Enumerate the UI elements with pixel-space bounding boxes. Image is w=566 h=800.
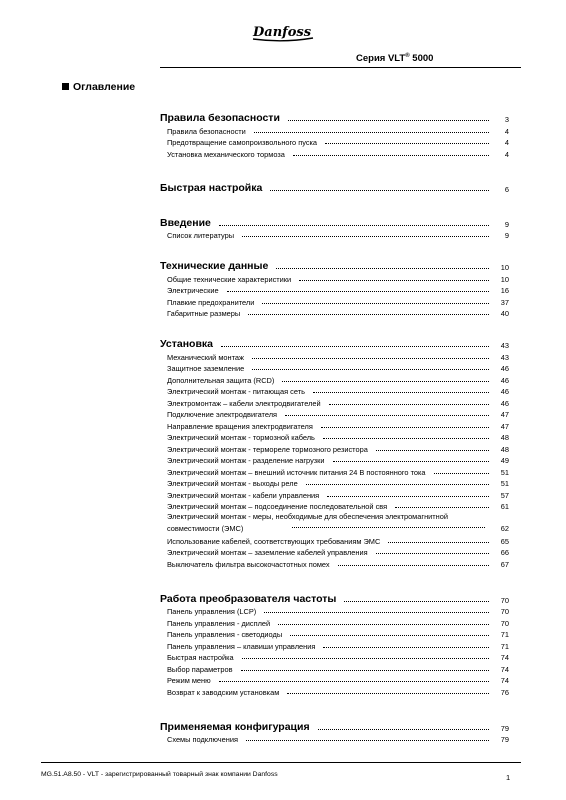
toc-entry-page: 57: [500, 490, 509, 500]
leader-dots: [252, 358, 489, 359]
leader-dots: [287, 693, 489, 694]
leader-dots: [321, 427, 489, 428]
leader-dots: [325, 143, 489, 144]
leader-dots: [327, 496, 489, 497]
toc-entry-page: 61: [500, 502, 509, 511]
toc-entry-page: 74: [500, 676, 509, 685]
toc-entry[interactable]: [160, 272, 509, 284]
leader-dots: [323, 647, 489, 648]
toc-entry-label: Электрический монтаж - выходы реле: [167, 479, 298, 488]
leader-dots: [241, 670, 489, 671]
toc-entry-label: Электрический монтаж - тормозной кабель: [167, 433, 315, 442]
toc-section: [160, 109, 509, 159]
toc-entry-label: Выбор параметров: [167, 664, 233, 674]
leader-dots: [292, 527, 485, 528]
toc-section-title: Введение: [160, 216, 211, 229]
leader-dots: [264, 612, 489, 613]
toc-entry-label: Быстрая настройка: [167, 653, 234, 662]
toc-entry-label: Электрические: [167, 286, 219, 295]
leader-dots: [254, 132, 489, 133]
toc-entry[interactable]: [160, 396, 509, 408]
toc-entry-page: 4: [504, 138, 509, 147]
leader-dots: [219, 225, 489, 226]
toc-entry-label: Схемы подключения: [167, 735, 238, 744]
toc-heading: [62, 81, 135, 93]
toc-entry-label: Электрический монтаж – внешний источник питания 24 В постоянного тока: [167, 467, 426, 477]
toc-section-title: Быстрая настройка: [160, 181, 263, 194]
toc-section-title: Правила безопасности: [160, 112, 280, 124]
toc-entry[interactable]: [160, 557, 509, 569]
toc-entry-page: 46: [500, 398, 509, 408]
leader-dots: [219, 681, 489, 682]
toc-entry-page: 4: [504, 149, 509, 159]
toc-entry-label: Защитное заземление: [167, 364, 245, 373]
leader-dots: [290, 635, 489, 636]
toc-entry[interactable]: [160, 454, 509, 466]
toc-entry-page: 10: [500, 274, 509, 284]
toc-entry-page: 4: [504, 126, 509, 136]
toc-section-row[interactable]: [160, 109, 509, 124]
toc-entry-label: Электрический монтаж - питающая сеть: [167, 387, 305, 396]
toc-entry[interactable]: [160, 124, 509, 136]
toc-entry-page: 46: [500, 375, 509, 385]
toc-section-title: Установка: [160, 338, 213, 350]
danfoss-logo: [249, 20, 317, 44]
toc-entry-page: 79: [500, 735, 509, 744]
toc-entry-page: 62: [500, 523, 509, 533]
toc-entry-label: Режим меню: [167, 676, 211, 685]
toc-entry[interactable]: [160, 628, 509, 640]
toc-entry-label: Электрический монтаж - меры, необходимые для обеспечения электромагнитной совместимости (ЭМС): [167, 512, 448, 533]
leader-dots: [282, 381, 489, 382]
toc-entry-label: Список литературы: [167, 231, 235, 240]
leader-dots: [318, 729, 489, 730]
toc-section-row[interactable]: [160, 590, 509, 605]
toc-section-row[interactable]: [160, 257, 509, 272]
toc-section-page: 10: [500, 263, 509, 272]
toc-entry-page: 74: [500, 653, 509, 662]
toc-entry-label: Плавкие предохранители: [167, 297, 255, 307]
toc-entry[interactable]: [160, 616, 509, 628]
series-prefix: Серия VLT: [356, 53, 406, 65]
toc-entry[interactable]: [160, 662, 509, 674]
toc-entry[interactable]: [160, 477, 509, 489]
toc-section: [160, 335, 509, 569]
toc-entry-page: 46: [500, 364, 509, 373]
toc-entry-page: 47: [500, 410, 509, 419]
toc-entry-label: Электрический монтаж - термореле тормозного резистора: [167, 444, 368, 454]
toc-entry-label: Использование кабелей, соответствующих требованиям ЭМС: [167, 536, 381, 546]
leader-dots: [285, 415, 489, 416]
leader-dots: [288, 120, 489, 121]
page-number: 1: [506, 773, 511, 782]
leader-dots: [242, 236, 489, 237]
leader-dots: [252, 369, 489, 370]
toc-entry[interactable]: [160, 500, 509, 512]
toc-section: [160, 257, 509, 318]
leader-dots: [338, 565, 489, 566]
leader-dots: [270, 190, 489, 191]
toc-entry-page: 70: [500, 618, 509, 628]
leader-dots: [262, 303, 489, 304]
toc-entry[interactable]: [160, 651, 509, 663]
toc-entry-page: 76: [500, 687, 509, 697]
toc-section-title: Применяемая конфигурация: [160, 720, 310, 733]
toc-entry[interactable]: [160, 307, 509, 319]
toc-entry-page: 49: [500, 456, 509, 465]
toc-entry-page: 48: [500, 444, 509, 454]
toc-entry-label: Механический монтаж: [167, 352, 244, 362]
toc-entry-label: Электрический монтаж – подсоединение последовательной свя: [167, 502, 388, 511]
toc-entry-page: 47: [500, 421, 509, 431]
toc-section-title: Технические данные: [160, 260, 269, 272]
toc-entry[interactable]: [160, 639, 509, 651]
toc-section-page: 70: [500, 595, 509, 605]
toc-entry[interactable]: [160, 419, 509, 431]
toc-section-row[interactable]: [160, 214, 509, 229]
leader-dots: [313, 392, 489, 393]
toc-entry[interactable]: [160, 385, 509, 397]
leader-dots: [388, 542, 489, 543]
leader-dots: [333, 461, 489, 462]
toc-section: [160, 179, 509, 194]
leader-dots: [248, 314, 489, 315]
toc-entry[interactable]: [160, 362, 509, 374]
toc-entry-label: Габаритные размеры: [167, 309, 241, 318]
leader-dots: [293, 155, 489, 156]
toc-section-row[interactable]: [160, 179, 509, 194]
toc-entry-label: Установка механического тормоза: [167, 149, 285, 159]
leader-dots: [278, 624, 489, 625]
toc-entry-page: 46: [500, 387, 509, 396]
toc-entry-page: 67: [500, 559, 509, 569]
toc-entry[interactable]: [160, 136, 509, 148]
leader-dots: [344, 601, 489, 602]
footer-rule: [41, 762, 521, 763]
toc-entry[interactable]: [160, 511, 509, 534]
toc-section-page: 6: [504, 184, 509, 194]
leader-dots: [376, 450, 489, 451]
toc-entry-page: 9: [504, 231, 509, 240]
toc-entry[interactable]: [160, 442, 509, 454]
toc-entry-label: Электрический монтаж - разделение нагрузки: [167, 456, 325, 465]
toc-section: [160, 214, 509, 241]
table-of-contents: [160, 109, 509, 744]
toc-entry-page: 74: [500, 664, 509, 674]
toc-section-page: 43: [500, 341, 509, 350]
leader-dots: [227, 291, 489, 292]
leader-dots: [434, 473, 489, 474]
leader-dots: [242, 658, 489, 659]
toc-entry-page: 40: [500, 309, 509, 318]
toc-entry-label: Электромонтаж – кабели электродвигателей: [167, 398, 321, 408]
leader-dots: [221, 346, 489, 347]
toc-entry-page: 71: [500, 630, 509, 639]
leader-dots: [395, 507, 489, 508]
toc-entry-page: 71: [500, 641, 509, 651]
toc-section: [160, 718, 509, 745]
toc-entry[interactable]: [160, 295, 509, 307]
toc-entry-label: Направление вращения электродвигателя: [167, 421, 313, 431]
toc-section-row[interactable]: [160, 718, 509, 733]
toc-section-page: 79: [500, 723, 509, 733]
leader-dots: [329, 404, 489, 405]
toc-entry-label: Правила безопасности: [167, 126, 246, 136]
toc-entry-label: Панель управления - светодиоды: [167, 630, 283, 639]
series-suffix: 5000: [409, 53, 434, 65]
toc-entry[interactable]: [160, 408, 509, 420]
toc-entry[interactable]: [160, 373, 509, 385]
toc-entry-page: 51: [500, 467, 509, 477]
series-title: [356, 53, 433, 64]
toc-entry[interactable]: [160, 685, 509, 697]
toc-entry-label: Электрический монтаж - кабели управления: [167, 490, 320, 500]
toc-entry-page: 37: [500, 297, 509, 307]
toc-entry-label: Возврат к заводским установкам: [167, 687, 280, 697]
footer-text: MG.51.A8.50 - VLT - зарегистрированный товарный знак компании Danfoss: [41, 771, 278, 778]
toc-section-page: 9: [504, 219, 509, 229]
leader-dots: [246, 740, 489, 741]
square-bullet-icon: [62, 83, 69, 90]
registered-mark: ®: [405, 53, 410, 59]
toc-section-page: 3: [504, 115, 509, 124]
toc-entry[interactable]: [160, 350, 509, 362]
toc-entry-label: Выключатель фильтра высокочастотных помех: [167, 559, 330, 569]
toc-section: [160, 590, 509, 697]
leader-dots: [323, 438, 489, 439]
toc-entry-label: Панель управления - дисплей: [167, 618, 271, 628]
toc-section-row[interactable]: [160, 335, 509, 350]
svg-text:Danfoss: Danfoss: [253, 25, 312, 40]
toc-entry[interactable]: [160, 674, 509, 686]
toc-entry-label: Предотвращение самопроизвольного пуска: [167, 138, 318, 147]
toc-entry[interactable]: [160, 605, 509, 617]
toc-entry[interactable]: [160, 431, 509, 443]
toc-heading-label: Оглавление: [73, 81, 136, 93]
toc-entry-label: Дополнительная защита (RCD): [167, 375, 275, 385]
toc-entry-label: Подключение электродвигателя: [167, 410, 278, 419]
toc-entry[interactable]: [160, 229, 509, 241]
toc-entry[interactable]: [160, 546, 509, 558]
toc-entry-page: 48: [500, 433, 509, 442]
toc-entry-page: 51: [500, 479, 509, 488]
toc-entry-page: 65: [500, 536, 509, 546]
header-rule: [160, 67, 521, 68]
leader-dots: [376, 553, 489, 554]
toc-entry-page: 16: [500, 286, 509, 295]
toc-section-title: Работа преобразователя частоты: [160, 592, 337, 605]
toc-entry-label: Электрический монтаж – заземление кабелей управления: [167, 548, 368, 557]
leader-dots: [299, 280, 489, 281]
toc-entry[interactable]: [160, 534, 509, 546]
toc-entry[interactable]: [160, 733, 509, 745]
toc-entry[interactable]: [160, 284, 509, 296]
toc-entry-page: 43: [500, 352, 509, 362]
leader-dots: [306, 484, 489, 485]
leader-dots: [276, 268, 489, 269]
toc-entry-label: Общие технические характеристики: [167, 274, 292, 284]
toc-entry-label: Панель управления (LCP): [167, 607, 257, 616]
toc-entry[interactable]: [160, 488, 509, 500]
toc-entry-page: 70: [500, 607, 509, 616]
toc-entry[interactable]: [160, 465, 509, 477]
toc-entry[interactable]: [160, 147, 509, 159]
toc-entry-label: Панель управления – клавиши управления: [167, 641, 316, 651]
toc-entry-page: 66: [500, 548, 509, 557]
